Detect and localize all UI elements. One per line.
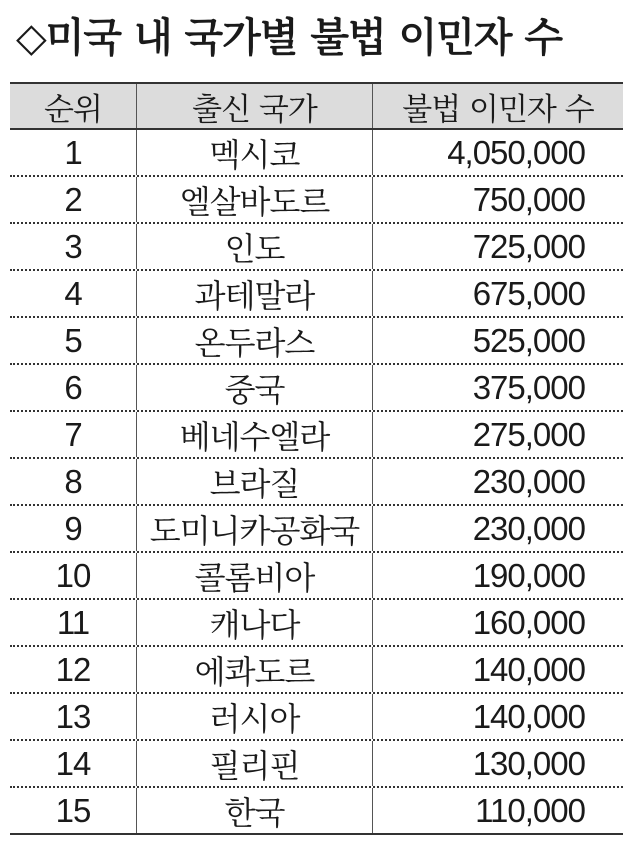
count-cell: 130,000 xyxy=(372,741,623,786)
rank-cell: 2 xyxy=(64,180,82,218)
rank-cell: 15 xyxy=(55,791,91,829)
rank-cell: 13 xyxy=(55,697,91,735)
country-cell: 에콰도르 xyxy=(136,647,372,692)
rank-cell: 1 xyxy=(64,133,82,171)
count-cell: 230,000 xyxy=(372,459,623,504)
table-row xyxy=(10,694,623,741)
country-cell: 필리핀 xyxy=(136,741,372,786)
count-cell: 675,000 xyxy=(372,271,623,316)
rank-cell: 4 xyxy=(64,274,82,312)
rank-cell: 5 xyxy=(64,321,82,359)
country-cell: 한국 xyxy=(136,788,372,833)
rank-cell: 6 xyxy=(64,368,82,406)
table-row xyxy=(10,412,623,459)
count-cell: 275,000 xyxy=(372,412,623,457)
rank-cell: 10 xyxy=(55,556,91,594)
rank-cell: 11 xyxy=(56,603,90,641)
table-row xyxy=(10,788,623,835)
country-cell: 멕시코 xyxy=(136,130,372,175)
count-cell: 140,000 xyxy=(372,647,623,692)
country-cell: 러시아 xyxy=(136,694,372,739)
rank-cell: 14 xyxy=(55,744,91,782)
table-row xyxy=(10,553,623,600)
count-cell: 4,050,000 xyxy=(372,130,623,175)
country-cell: 베네수엘라 xyxy=(136,412,372,457)
header-rank: 순위 xyxy=(44,91,102,128)
table-row xyxy=(10,271,623,318)
table-row xyxy=(10,318,623,365)
count-cell: 750,000 xyxy=(372,177,623,222)
country-cell: 콜롬비아 xyxy=(136,553,372,598)
table-row xyxy=(10,177,623,224)
country-cell: 엘살바도르 xyxy=(136,177,372,222)
table-row xyxy=(10,459,623,506)
table-row xyxy=(10,647,623,694)
rank-cell: 7 xyxy=(64,415,82,453)
count-cell: 230,000 xyxy=(372,506,623,551)
count-cell: 375,000 xyxy=(372,365,623,410)
table-header xyxy=(10,82,623,130)
immigrant-table xyxy=(10,82,623,835)
country-cell: 과테말라 xyxy=(136,271,372,316)
header-country: 출신 국가 xyxy=(136,84,372,128)
country-cell: 온두라스 xyxy=(136,318,372,363)
count-cell: 140,000 xyxy=(372,694,623,739)
rank-cell: 9 xyxy=(64,509,82,547)
table-row xyxy=(10,224,623,271)
country-cell: 인도 xyxy=(136,224,372,269)
country-cell: 도미니카공화국 xyxy=(136,506,372,551)
count-cell: 725,000 xyxy=(372,224,623,269)
table-row xyxy=(10,741,623,788)
chart-title: ◇미국 내 국가별 불법 이민자 수 xyxy=(16,15,563,61)
table-row xyxy=(10,506,623,553)
header-count: 불법 이민자 수 xyxy=(372,84,623,128)
country-cell: 브라질 xyxy=(136,459,372,504)
rank-cell: 8 xyxy=(64,462,82,500)
table-row xyxy=(10,130,623,177)
count-cell: 160,000 xyxy=(372,600,623,645)
country-cell: 캐나다 xyxy=(136,600,372,645)
country-cell: 중국 xyxy=(136,365,372,410)
rank-cell: 3 xyxy=(64,227,82,265)
table-row xyxy=(10,600,623,647)
table-body xyxy=(10,130,623,835)
count-cell: 110,000 xyxy=(372,788,623,833)
count-cell: 525,000 xyxy=(372,318,623,363)
table-row xyxy=(10,365,623,412)
count-cell: 190,000 xyxy=(372,553,623,598)
rank-cell: 12 xyxy=(55,650,91,688)
